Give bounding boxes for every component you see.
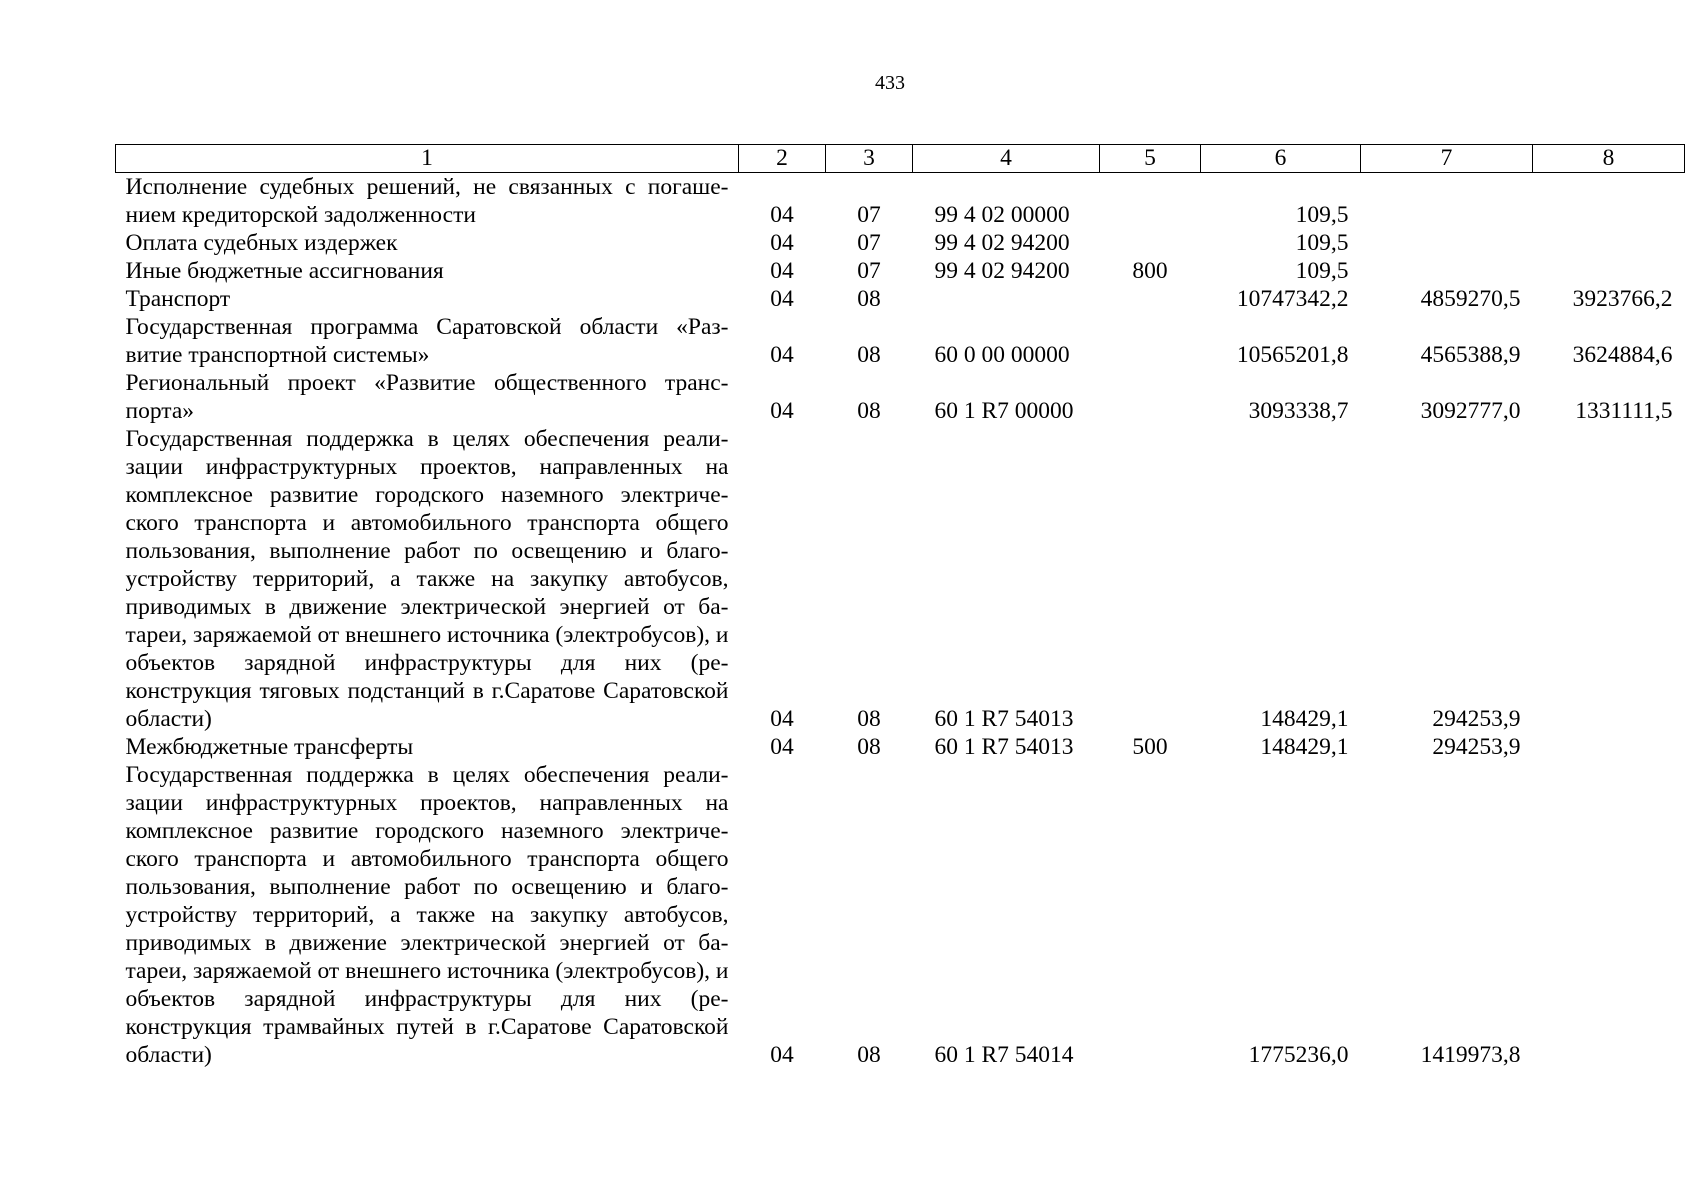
row-value-2	[1361, 173, 1533, 230]
row-name: Государственная поддержка в целях обеспечения реализации инфраструктурных проектов, направленных на комплексное развитие городского наземного электрического транспорта и автомобильного транспорта общего пользования, выполнение работ по освещению и благоустройству территорий, а также на закупку автобусов, приводимых в движение электрической энергией от батареи, заряжаемой от внешнего источника (электробусов), и объектов зарядной инфраструктуры для них (реконструкция трамвайных путей в г.Саратове Саратовской области)	[125, 762, 729, 1068]
row-subsection: 08	[857, 342, 881, 368]
row-value-3	[1533, 257, 1685, 285]
row-value-2: 294253,9	[1432, 706, 1521, 732]
row-section: 04	[770, 342, 794, 368]
row-section: 04	[770, 230, 794, 256]
row-target-code: 99 4 02 00000	[934, 202, 1070, 228]
row-value-2: 294253,9	[1432, 734, 1521, 760]
row-value-1: 109,5	[1295, 230, 1349, 256]
column-header: 5	[1100, 145, 1201, 173]
row-value-1: 10747342,2	[1236, 286, 1349, 312]
row-name: Иные бюджетные ассигнования	[125, 258, 444, 284]
row-value-1: 148429,1	[1260, 734, 1349, 760]
row-target-code	[913, 285, 1100, 313]
row-subsection: 08	[857, 1042, 881, 1068]
column-header: 6	[1201, 145, 1361, 173]
header-row	[116, 145, 1685, 173]
column-header: 8	[1533, 145, 1685, 173]
column-header: 1	[116, 145, 739, 173]
row-value-3: 1331111,5	[1575, 398, 1673, 424]
row-target-code: 99 4 02 94200	[934, 258, 1070, 284]
column-header: 2	[739, 145, 826, 173]
row-expense-type	[1100, 761, 1201, 1069]
row-subsection: 07	[857, 258, 881, 284]
row-value-2	[1361, 229, 1533, 257]
row-expense-type	[1100, 229, 1201, 257]
row-value-1: 109,5	[1295, 202, 1349, 228]
row-subsection: 08	[857, 706, 881, 732]
row-expense-type	[1100, 425, 1201, 733]
row-expense-type	[1100, 285, 1201, 313]
row-section: 04	[770, 734, 794, 760]
row-value-3	[1533, 425, 1685, 733]
row-expense-type	[1100, 369, 1201, 425]
row-section: 04	[770, 1042, 794, 1068]
column-header: 7	[1361, 145, 1533, 173]
row-name: Региональный проект «Развитие общественного транспорта»	[125, 370, 729, 424]
row-subsection: 08	[857, 398, 881, 424]
row-target-code: 60 1 R7 54013	[934, 706, 1074, 732]
row-value-3: 3923766,2	[1572, 286, 1673, 312]
table-row	[116, 229, 1685, 257]
budget-table	[115, 144, 1685, 1069]
row-value-2: 4859270,5	[1420, 286, 1521, 312]
table-body	[116, 173, 1685, 1070]
table-row	[116, 257, 1685, 285]
row-subsection: 07	[857, 202, 881, 228]
row-value-3	[1533, 761, 1685, 1069]
row-target-code: 60 1 R7 00000	[934, 398, 1074, 424]
table-row	[116, 761, 1685, 1069]
page-number: 433	[875, 72, 905, 94]
row-expense-type: 500	[1132, 734, 1168, 760]
row-value-1: 1775236,0	[1248, 1042, 1349, 1068]
table-row	[116, 733, 1685, 761]
row-subsection: 08	[857, 286, 881, 312]
column-header: 3	[826, 145, 913, 173]
row-value-1: 3093338,7	[1248, 398, 1349, 424]
row-section: 04	[770, 398, 794, 424]
row-value-1: 148429,1	[1260, 706, 1349, 732]
row-value-3: 3624884,6	[1572, 342, 1673, 368]
row-section: 04	[770, 706, 794, 732]
row-expense-type	[1100, 313, 1201, 369]
row-name: Государственная программа Саратовской области «Развитие транспортной системы»	[125, 314, 729, 368]
row-value-3	[1533, 229, 1685, 257]
table-row	[116, 173, 1685, 230]
row-name: Исполнение судебных решений, не связанных с погашением кредиторской задолженности	[125, 174, 729, 228]
row-target-code: 99 4 02 94200	[934, 230, 1070, 256]
row-name: Транспорт	[125, 286, 231, 312]
table-row	[116, 313, 1685, 369]
table-row	[116, 369, 1685, 425]
row-subsection: 08	[857, 734, 881, 760]
row-section: 04	[770, 202, 794, 228]
row-expense-type: 800	[1132, 258, 1168, 284]
row-name: Межбюджетные трансферты	[125, 734, 414, 760]
row-target-code: 60 0 00 00000	[934, 342, 1070, 368]
column-header: 4	[913, 145, 1100, 173]
row-value-1: 109,5	[1295, 258, 1349, 284]
row-section: 04	[770, 258, 794, 284]
row-target-code: 60 1 R7 54013	[934, 734, 1074, 760]
row-value-3	[1533, 733, 1685, 761]
table-row	[116, 285, 1685, 313]
row-value-2: 4565388,9	[1420, 342, 1521, 368]
row-expense-type	[1100, 173, 1201, 230]
row-name: Государственная поддержка в целях обеспечения реализации инфраструктурных проектов, направленных на комплексное развитие городского наземного электрического транспорта и автомобильного транспорта общего пользования, выполнение работ по освещению и благоустройству территорий, а также на закупку автобусов, приводимых в движение электрической энергией от батареи, заряжаемой от внешнего источника (электробусов), и объектов зарядной инфраструктуры для них (реконструкция тяговых подстанций в г.Саратове Саратовской области)	[125, 426, 729, 732]
row-subsection: 07	[857, 230, 881, 256]
row-section: 04	[770, 286, 794, 312]
table-row	[116, 425, 1685, 733]
row-value-3	[1533, 173, 1685, 230]
row-target-code: 60 1 R7 54014	[934, 1042, 1074, 1068]
table-header	[116, 145, 1685, 173]
row-value-2: 1419973,8	[1420, 1042, 1521, 1068]
row-value-2: 3092777,0	[1420, 398, 1521, 424]
row-name: Оплата судебных издержек	[125, 230, 398, 256]
row-value-2	[1361, 257, 1533, 285]
row-value-1: 10565201,8	[1236, 342, 1349, 368]
